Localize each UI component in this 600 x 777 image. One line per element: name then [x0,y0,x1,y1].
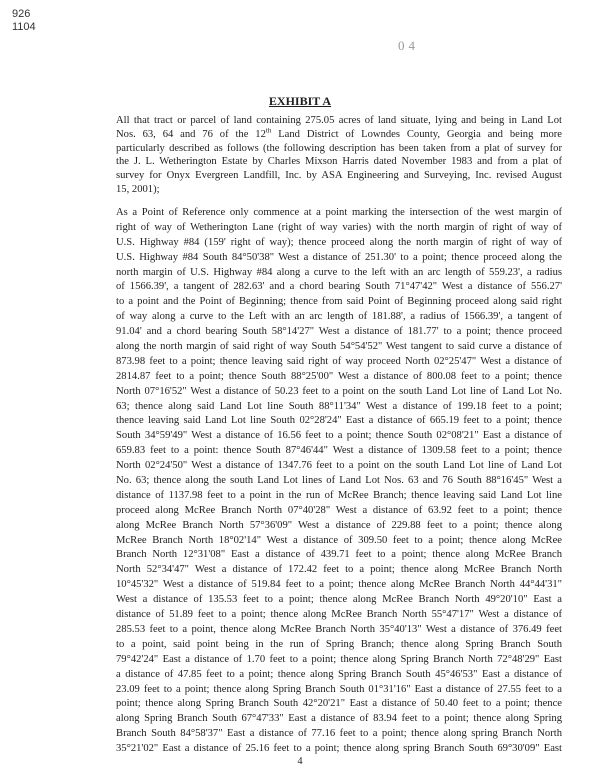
text-line: distance of 51.89 feet to a point; thence along McRee Branch North 55°47'17" West a distance of [116,609,562,621]
text-line: 15, 2001); [116,183,160,195]
text-line: along the north margin of said right of way South 54°54'52" West tangent to said curve a distance of [116,341,562,353]
text-line: South 34°59'49" West a distance of 16.56 feet to a point; thence South 02°08'21" East a distance of [116,430,562,442]
text-line: North 07°16'52" West a distance of 50.23 feet to a point on the south Land Lot line of Land Lot No. [116,385,562,397]
text-line: 873.98 feet to a point; thence leaving said right of way proceed North 02°25'47" West a distance of [116,355,562,367]
text-line: U.S. Highway #84 South 84°50'38" West a distance of 251.30' to a point; thence proceed along the [116,251,562,263]
text-line: along Spring Branch South 67°47'33" East a distance of 83.94 feet to a point; thence along Spring [116,713,562,725]
text-line: along McRee Branch North 57°36'09" West a distance of 229.88 feet to a point; thence along [116,519,562,531]
text-line: 91.04' and a chord bearing South 58°14'27" West a distance of 181.77' to a point; thence proceed [116,326,562,338]
text-line: All that tract or parcel of land containing 275.05 acres of land situate, lying and being in Land Lot [116,115,562,126]
text-line: to a point and the Point of Beginning; thence from said Point of Beginning proceed along said right [116,296,562,308]
text-line: to a point, said point being in the run of Spring Branch; thence along Spring Branch South [116,638,562,650]
text-line: 659.83 feet to a point: thence South 87°46'44" West a distance of 1309.58 feet to a point; thence [116,445,562,457]
text-line: thence leaving said Land Lot line South 02°28'24" East a distance of 665.19 feet to a point; thence [116,415,562,427]
text-line: As a Point of Reference only commence at a point marking the intersection of the west margin of [116,207,562,218]
text-line: No. 63; thence along the south Land Lot lines of Land Lot Nos. 63 and 76 South 88°16'45" West a [116,475,562,487]
page-number: 4 [297,756,303,767]
text-line: 2814.87 feet to a point; thence South 88°25'00" West a distance of 800.08 feet to a point; thence [116,370,562,382]
text-line: the J. L. Wetherington Estate by Charles Mixson Harris dated November 1983 and from a plat of [116,156,562,168]
text-line: Nos. 63, 64 and 76 of the 12th Land District of Lowndes County, Georgia and being more [116,127,562,140]
text-line: of 1566.39', a tangent of 282.63' and a chord bearing South 71°47'42" West a distance of 556.27' [116,281,562,293]
text-line: point; thence along Spring Branch South 42°20'21" East a distance of 50.40 feet to a point; thence [116,698,562,710]
text-line: West a distance of 135.53 feet to a point; thence along McRee Branch North 49°20'10" East a [116,594,562,606]
text-line: particularly described as follows (the following description has been taken from a plat of survey for [116,142,562,154]
paragraph-legal-intro [116,114,562,197]
recording-stamp: 04 [398,38,419,53]
text-line: North 52°34'47" West a distance of 172.42 feet to a point; thence along McRee Branch North [116,564,562,576]
text-line: Branch South 84°58'37" East a distance of 77.16 feet to a point; thence along spring Branch North [116,728,562,740]
margin-note: 1104 [12,21,36,33]
text-line: McRee Branch North 18°02'14" West a distance of 309.50 feet to a point; thence along McRee [116,534,562,546]
margin-note: 926 [12,8,31,20]
text-line: North 02°24'50" West a distance of 1347.76 feet to a point on the south Land Lot line of Land Lot [116,460,562,472]
text-line: 23.09 feet to a point; thence along Spring Branch South 01°31'16" East a distance of 27.55 feet to a [116,683,562,695]
text-line: a distance of 47.85 feet to a point; thence along Spring Branch South 45°46'53" East a distance of [116,668,562,680]
text-line: 285.53 feet to a point, thence along McRee Branch North 35°40'13" West a distance of 376.49 feet [116,623,562,635]
text-line: 63; thence along said Land Lot line South 88°11'34" West a distance of 199.18 feet to a point; [116,400,562,412]
text-line: 35°21'02" East a distance of 25.16 feet to a point; thence along spring Branch South 69°30'09" East [116,743,562,755]
text-line: 79°42'24" East a distance of 1.70 feet to a point; thence along Spring Branch North 72°48'29" East [116,653,562,665]
text-line: proceed along McRee Branch North 07°40'28" West a distance of 63.92 feet to a point; thence [116,504,562,516]
text-line: right of way of Wetherington Lane (right of way varies) with the north margin of right of way of [116,221,562,233]
text-line: survey for Onyx Evergreen Landfill, Inc. by ASA Engineering and Surveying, Inc. revised August [116,170,562,182]
text-line: north margin of U.S. Highway #84 along a curve to the left with an arc length of 559.23', a radius [116,266,562,278]
text-line: distance of 1137.98 feet to a point in the run of McRee Branch; thence leaving said Land Lot line [116,489,562,501]
text-line: of way along a curve to the Left with an arc length of 181.88', a radius of 1566.39', a tangent of [116,311,562,323]
text-line: Branch North 12°31'08" East a distance of 439.71 feet to a point; thence along McRee Branch [116,549,562,561]
text-line: 10°45'32" West a distance of 519.84 feet to a point; thence along McRee Branch North 44°44'31" [116,579,562,591]
page-title: EXHIBIT A [268,94,332,108]
text-line: U.S. Highway #84 (159' right of way); thence proceed along the north margin of right of way of [116,236,562,248]
paragraph-metes-and-bounds [116,206,562,757]
